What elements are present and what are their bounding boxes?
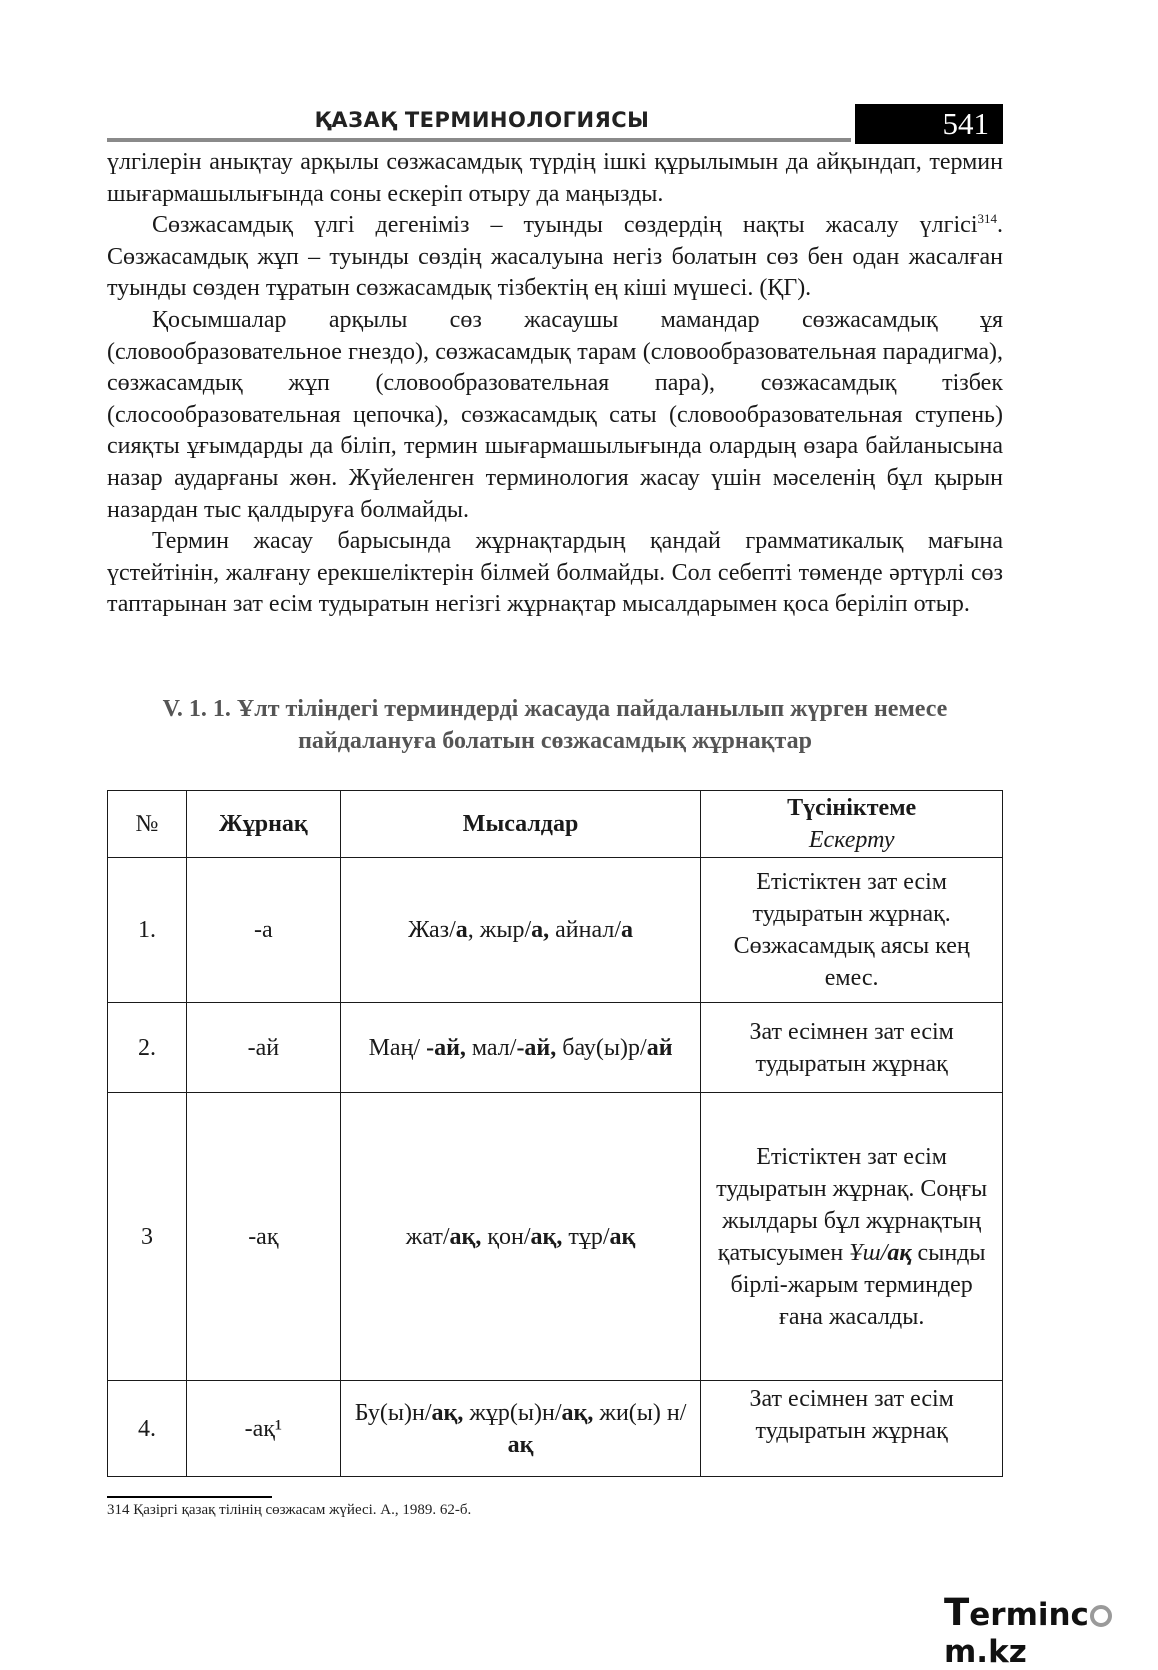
- paragraph-2: [107, 210, 1003, 305]
- table-row: [108, 858, 1003, 1003]
- termincom-watermark-logo: Termincm.kz: [944, 1591, 1144, 1635]
- section-title: [107, 693, 1003, 757]
- table-row: [108, 1093, 1003, 1381]
- header-note-title: Түсініктеме: [787, 795, 917, 821]
- body-text: [107, 147, 1003, 621]
- example-suffix-part: -ай,: [426, 1034, 466, 1061]
- row-num: 3: [108, 1093, 187, 1381]
- section-title-line-1: V. 1. 1. Ұлт тіліндегі терминдерді жасауда пайдаланылып жүрген немесе: [162, 696, 948, 722]
- paragraph-2-text: Сөзжасамдық үлгі дегеніміз – туынды сөздердің нақты жасалу үлгісі: [152, 212, 978, 239]
- row-suffix: -ай: [186, 1003, 340, 1093]
- row-examples: [340, 858, 701, 1003]
- example-suffix-part: ақ,: [561, 1399, 594, 1426]
- row-suffix: -ақ¹: [186, 1381, 340, 1477]
- example-stem-part: тұр/: [562, 1223, 610, 1250]
- table-row: [108, 1381, 1003, 1477]
- row-num: 2.: [108, 1003, 187, 1093]
- footnote-rule: [107, 1496, 272, 1498]
- header-suffix: Жұрнақ: [186, 791, 340, 858]
- header-title: ҚАЗАҚ ТЕРМИНОЛОГИЯСЫ: [314, 108, 650, 132]
- row-note: Зат есімнен зат есім тудыратын жұрнақ: [701, 1003, 1003, 1093]
- section-title-line-2: пайдалануға болатын сөзжасамдық жұрнақтар: [298, 728, 812, 754]
- footnote: 314 Қазіргі қазақ тілінің сөзжасам жүйесі. А., 1989. 62-б.: [107, 1502, 472, 1518]
- example-suffix-part: ақ,: [530, 1223, 563, 1250]
- note-bold-suffix: ақ: [887, 1239, 912, 1266]
- row-examples: [340, 1381, 701, 1477]
- example-suffix-part: ақ,: [431, 1399, 464, 1426]
- paragraph-2-end: . Сөзжасамдық жұп – туынды сөздің жасалуына негіз болатын сөз бен одан жасалған туынды сөзден тұратын сөзжасамдық тізбектің ең кіші мүшесі. (ҚГ).: [107, 212, 1003, 302]
- example-stem-part: айнал/: [549, 917, 622, 943]
- example-suffix-part: -ай,: [516, 1034, 557, 1061]
- example-suffix-part: а: [621, 917, 634, 943]
- row-num: 4.: [108, 1381, 187, 1477]
- row-note: Етістіктен зат есім тудыратын жұрнақ. Сөзжасамдық аясы кең емес.: [701, 858, 1003, 1003]
- paragraph-1: үлгілерін анықтау арқылы сөзжасамдық түрдің ішкі құрылымын да айқындап, термин шығармашылығында соны ескеріп отыру да маңызды.: [107, 149, 1003, 207]
- table-row: [108, 1003, 1003, 1093]
- header-examples: Мысалдар: [340, 791, 701, 858]
- note-italic-term: Ұш/: [849, 1239, 888, 1266]
- example-suffix-part: ай: [646, 1034, 673, 1061]
- header-note: [701, 791, 1003, 858]
- row-num: 1.: [108, 858, 187, 1003]
- example-suffix-part: ақ: [609, 1223, 636, 1250]
- running-header: [107, 104, 1003, 144]
- example-stem-part: бау(ы)р/: [556, 1034, 647, 1061]
- table-header-row: [108, 791, 1003, 858]
- header-num: №: [108, 791, 187, 858]
- example-stem-part: жи(ы) н/: [593, 1399, 687, 1426]
- row-examples: [340, 1003, 701, 1093]
- example-stem-part: , жыр/: [467, 917, 532, 943]
- example-suffix-part: ақ,: [449, 1223, 482, 1250]
- row-examples: [340, 1093, 701, 1381]
- example-stem-part: мал/: [465, 1034, 517, 1061]
- page-number: 541: [855, 104, 1003, 144]
- header-note-sub: Ескерту: [808, 827, 895, 853]
- suffix-table: [107, 790, 1003, 1477]
- row-note: Етістіктен зат есім тудыратын жұрнақ. Соңғы жылдары бұл жұрнақтың қатысуымен Ұш/ақ сынды бірлі-жарым терминдер ғана жасалды.: [701, 1093, 1003, 1381]
- row-suffix: -ақ: [186, 1093, 340, 1381]
- ring-icon: [1090, 1605, 1112, 1627]
- paragraph-3: Қосымшалар арқылы сөз жасаушы мамандар сөзжасамдық ұя (словообразовательное гнездо), сөзжасамдық тарам (словообразовательная парадигма), сөзжасамдық жұп (словообразовательная пара), сөзжасамдық тізбек (слосообразовательная цепочка), сөзжасамдық саты (словообразовательная ступень) сияқты ұғымдарды да біліп, термин шығармашылығында олардың өзара байланысына назар аударғаны жөн. Жүйеленген терминология жасау үшін мәселенің бұл қырын назардан тыс қалдыруға болмайды.: [107, 306, 1003, 523]
- example-suffix-part: а,: [531, 917, 550, 943]
- row-note: Зат есімнен зат есім тудыратын жұрнақ: [701, 1381, 1003, 1477]
- example-stem-part: Жаз/: [408, 917, 456, 943]
- example-stem-part: қон/: [481, 1223, 531, 1250]
- header-rule: [107, 138, 851, 142]
- example-stem-part: Маң/: [368, 1034, 427, 1061]
- row-suffix: -а: [186, 858, 340, 1003]
- example-stem-part: жұр(ы)н/: [463, 1399, 562, 1426]
- example-stem-part: жат/: [405, 1223, 450, 1250]
- example-suffix-part: ақ: [507, 1431, 534, 1458]
- example-stem-part: Бу(ы)н/: [354, 1399, 432, 1426]
- example-suffix-part: а: [455, 917, 468, 943]
- footnote-ref[interactable]: 314: [977, 211, 997, 227]
- paragraph-4: Термин жасау барысында жұрнақтардың қандай грамматикалық мағына үстейтінін, жалғану ерекшеліктерін білмей болмайды. Сол себепті төменде әртүрлі сөз таптарынан зат есім тудыратын негізгі жұрнақтар мысалдарымен қоса беріліп отыр.: [107, 528, 1003, 618]
